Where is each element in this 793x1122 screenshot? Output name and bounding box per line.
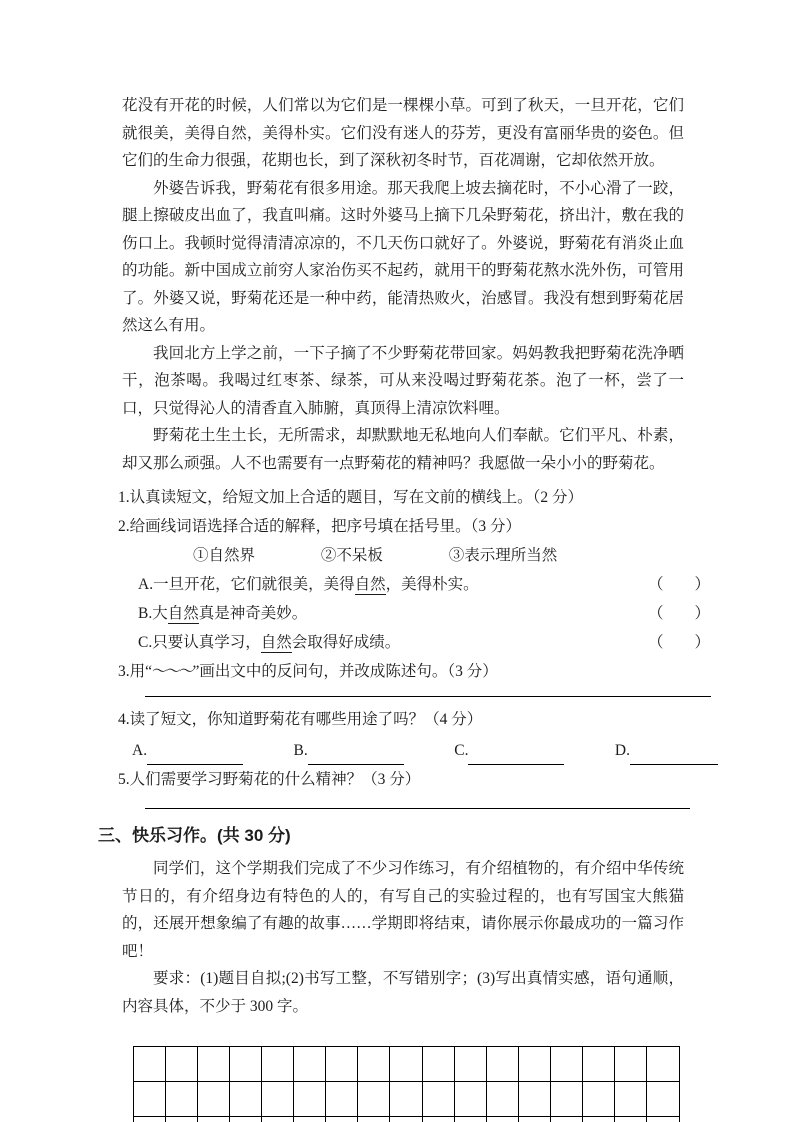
grid-cell xyxy=(487,1047,519,1082)
grid-cell xyxy=(230,1082,262,1117)
grid-cell xyxy=(647,1117,679,1122)
grid-cell xyxy=(230,1117,262,1122)
answer-bracket: （ ） xyxy=(647,576,710,593)
blank-underline xyxy=(468,744,564,765)
q4-blank-c xyxy=(454,736,564,765)
grid-cell xyxy=(423,1082,455,1117)
section-3-body xyxy=(98,855,710,1020)
q4-answer-row xyxy=(132,736,718,765)
composition-requirements: 要求：(1)题目自拟;(2)书写工整，不写错别字；(3)写出真情实感，语句通顺，内容具体，不少于 300 字。 xyxy=(122,970,684,1015)
wavy-line-mark: ～～～ xyxy=(152,663,193,680)
underlined-word: 自然 xyxy=(354,576,386,593)
grid-cell xyxy=(262,1117,294,1122)
page-content xyxy=(98,92,710,1122)
q3-post: ”画出文中的反问句，并改成陈述句。（3 分） xyxy=(192,663,498,680)
composition-intro: 同学们，这个学期我们完成了不少习作练习，有介绍植物的，有介绍中华传统节日的，有介绍身边有特色的人的，有写自己的实验过程的，也有写国宝大熊猫的，还展开想象编了有趣的故事……学期即将结束，请你展示你最成功的一篇习作吧！ xyxy=(122,860,684,960)
grid-cell xyxy=(647,1082,679,1117)
q4-blank-b xyxy=(294,736,404,765)
q4-blank-d xyxy=(615,736,718,765)
grid-cell xyxy=(262,1047,294,1082)
answer-bracket: （ ） xyxy=(647,634,710,651)
question-3 xyxy=(118,657,710,686)
grid-cell xyxy=(551,1082,583,1117)
grid-cell xyxy=(134,1082,166,1117)
grid-cell xyxy=(423,1117,455,1122)
grid-cell xyxy=(487,1117,519,1122)
grid-cell xyxy=(390,1117,422,1122)
grid-cell xyxy=(583,1117,615,1122)
reading-paragraph: 花没有开花的时候，人们常以为它们是一棵棵小草。可到了秋天，一旦开花，它们就很美，美得自然，美得朴实。它们没有迷人的芬芳，更没有富丽华贵的姿色。但它们的生命力很强，花期也长，到了深秋初冬时节，百花凋谢，它却依然开放。 xyxy=(122,97,684,169)
grid-cell xyxy=(519,1117,551,1122)
item-text xyxy=(138,570,479,599)
q4-blank-a xyxy=(132,736,243,765)
item-pre: 一旦开花，它们就很美，美得 xyxy=(153,576,355,593)
grid-cell xyxy=(519,1047,551,1082)
writing-grid xyxy=(133,1046,680,1122)
grid-cell xyxy=(134,1117,166,1122)
grid-cell xyxy=(198,1047,230,1082)
question-1: 1.认真读短文，给短文加上合适的题目，写在文前的横线上。（2 分） xyxy=(118,489,584,506)
grid-cell xyxy=(166,1117,198,1122)
grid-cell xyxy=(455,1117,487,1122)
reading-paragraph: 外婆告诉我，野菊花有很多用途。那天我爬上坡去摘花时，不小心滑了一跤，腿上擦破皮出血了，我直叫痛。这时外婆马上摘下几朵野菊花，挤出汁，敷在我的伤口上。我顿时觉得清清凉凉的，不几天伤口就好了。外婆说，野菊花有消炎止血的功能。新中国成立前穷人家治伤买不起药，就用干的野菊花熬水洗外伤，可管用了。外婆又说，野菊花还是一种中药，能清热败火，治感冒。我没有想到野菊花居然这么有用。 xyxy=(122,179,684,334)
item-pre: 只要认真学习， xyxy=(152,634,261,651)
item-label: C. xyxy=(138,634,153,651)
grid-cell xyxy=(615,1117,647,1122)
item-pre: 大 xyxy=(152,605,168,622)
grid-cell xyxy=(326,1117,358,1122)
q2-item-b xyxy=(138,599,710,628)
grid-cell xyxy=(294,1117,326,1122)
blank-underline xyxy=(147,744,243,765)
item-post: 会取得好成绩。 xyxy=(291,634,401,651)
grid-cell xyxy=(551,1047,583,1082)
q3-pre: 3.用“ xyxy=(118,663,153,680)
grid-cell xyxy=(390,1047,422,1082)
underlined-word: 自然 xyxy=(260,634,292,651)
question-4: 4.读了短文，你知道野菊花有哪些用途了吗？（4 分） xyxy=(118,711,483,728)
grid-cell xyxy=(134,1047,166,1082)
grid-cell xyxy=(390,1082,422,1117)
item-label: B. xyxy=(138,605,153,622)
underlined-word: 自然 xyxy=(167,605,199,622)
grid-cell xyxy=(358,1047,390,1082)
item-text xyxy=(138,599,307,628)
question-5: 5.人们需要学习野菊花的什么精神？（3 分） xyxy=(118,771,421,788)
grid-cell xyxy=(198,1082,230,1117)
grid-cell xyxy=(583,1047,615,1082)
blank-label: A. xyxy=(132,742,148,759)
blank-label: D. xyxy=(614,742,630,759)
q2-option-3: ③表示理所当然 xyxy=(448,547,558,564)
grid-cell xyxy=(487,1082,519,1117)
reading-paragraph: 野菊花土生土长，无所需求，却默默地无私地向人们奉献。它们平凡、朴素，却又那么顽强。人不也需要有一点野菊花的精神吗？我愿做一朵小小的野菊花。 xyxy=(122,427,684,472)
section-3-heading: 三、快乐习作。(共 30 分) xyxy=(98,826,291,845)
grid-cell xyxy=(262,1082,294,1117)
grid-cell xyxy=(166,1082,198,1117)
blank-label: C. xyxy=(454,742,469,759)
grid-cell xyxy=(455,1047,487,1082)
grid-cell xyxy=(230,1047,262,1082)
grid-cell xyxy=(358,1082,390,1117)
blank-label: B. xyxy=(293,742,308,759)
grid-cell xyxy=(166,1047,198,1082)
answer-blank xyxy=(145,696,711,697)
q2-option-1: ①自然界 xyxy=(193,547,256,564)
grid-cell xyxy=(551,1117,583,1122)
answer-blank xyxy=(145,808,690,809)
q2-item-c xyxy=(138,628,710,657)
grid-cell xyxy=(326,1082,358,1117)
grid-cell xyxy=(294,1082,326,1117)
questions-block xyxy=(98,483,710,809)
grid-cell xyxy=(423,1047,455,1082)
q2-option-2: ②不呆板 xyxy=(320,547,383,564)
grid-cell xyxy=(519,1082,551,1117)
grid-cell xyxy=(647,1047,679,1082)
grid-cell xyxy=(615,1047,647,1082)
item-label: A. xyxy=(138,576,154,593)
item-post: 真是神奇美妙。 xyxy=(198,605,308,622)
reading-paragraph: 我回北方上学之前，一下子摘了不少野菊花带回家。妈妈教我把野菊花洗净晒干，泡茶喝。我喝过红枣茶、绿茶，可从来没喝过野菊花茶。泡了一杯，尝了一口，只觉得沁人的清香直入肺腑，真顶得上清凉饮料哩。 xyxy=(122,344,684,417)
answer-bracket: （ ） xyxy=(647,605,710,622)
grid-cell xyxy=(358,1117,390,1122)
grid-cell xyxy=(455,1082,487,1117)
grid-cell xyxy=(583,1082,615,1117)
blank-underline xyxy=(308,744,404,765)
item-post: ，美得朴实。 xyxy=(385,576,479,593)
grid-cell xyxy=(294,1047,326,1082)
grid-cell xyxy=(326,1047,358,1082)
q2-item-a xyxy=(138,570,710,599)
grid-cell xyxy=(615,1082,647,1117)
question-2: 2.给画线词语选择合适的解释，把序号填在括号里。（3 分） xyxy=(118,518,522,535)
blank-underline xyxy=(630,744,718,765)
grid-cell xyxy=(198,1117,230,1122)
item-text xyxy=(138,628,400,657)
q2-options-row xyxy=(193,541,710,570)
